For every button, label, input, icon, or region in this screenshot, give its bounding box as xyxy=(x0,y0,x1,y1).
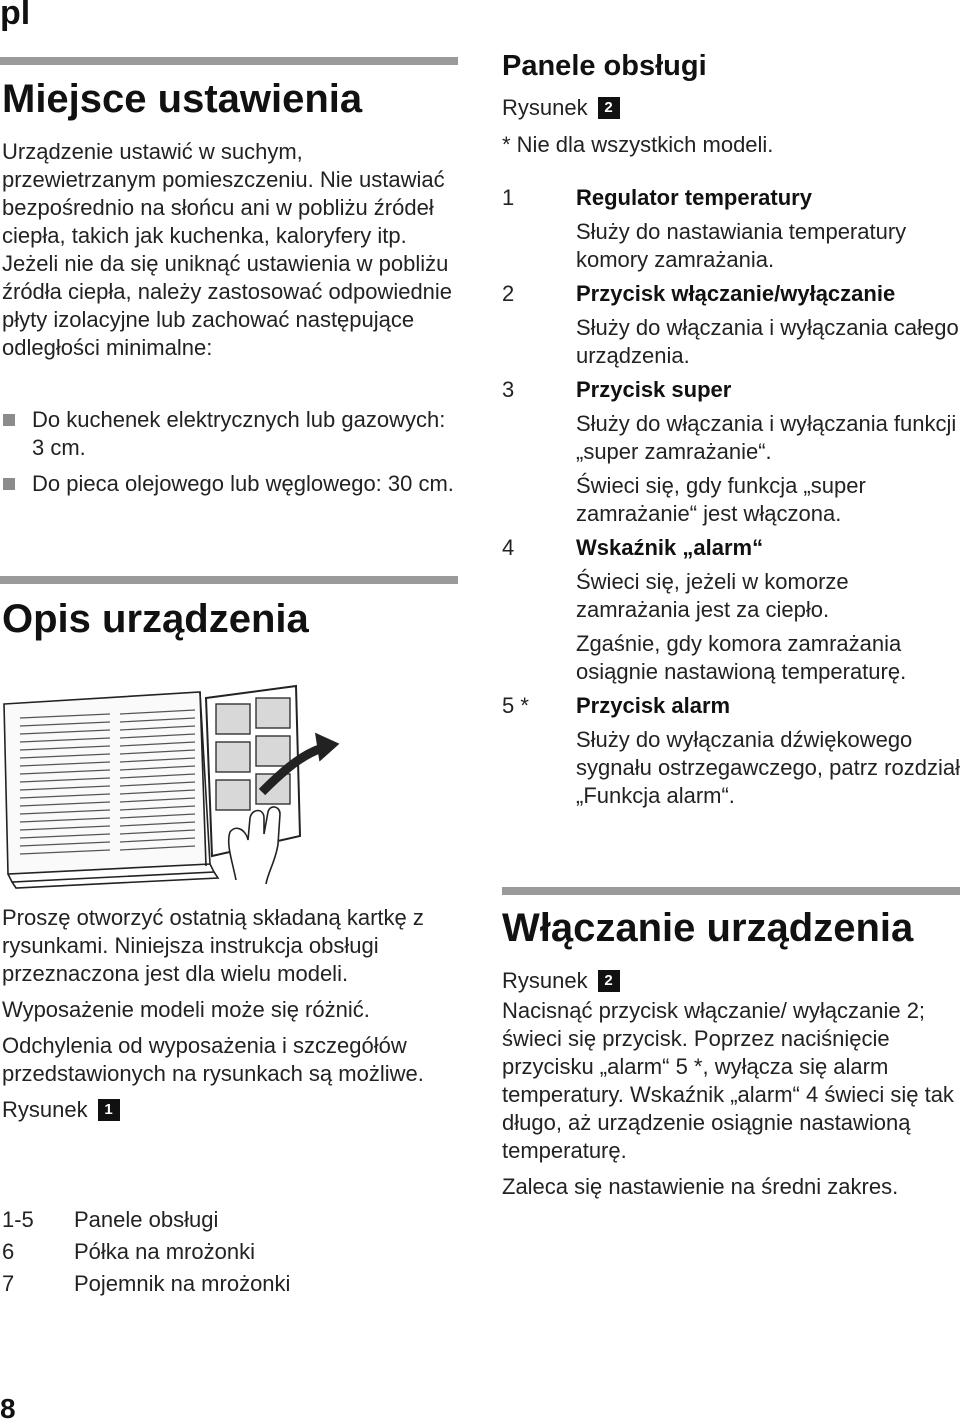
control-title: Przycisk włączanie/wyłączanie xyxy=(576,281,896,306)
control-number: 1 xyxy=(502,185,515,210)
list-item xyxy=(2,1238,457,1266)
section-title-panels: Panele obsługi xyxy=(502,50,707,82)
models-note: * Nie dla wszystkich modeli. xyxy=(502,132,774,157)
control-number: 5 * xyxy=(502,693,529,718)
list-item xyxy=(2,406,457,462)
page-number: 8 xyxy=(0,1393,16,1424)
list-item xyxy=(2,470,457,498)
switch-on-paragraph: Nacisnąć przycisk włączanie/ wyłączanie 2; świeci się przycisk. Poprzez naciśnięcie przycisku „alarm“ 5 *, wyłącza się alarm temperatury. Wskaźnik „alarm“ 4 świeci się tak długo, aż urządzenie osiągnie nastawioną temperaturę. xyxy=(502,998,954,1163)
foldout-booklet-illustration xyxy=(0,684,360,894)
figure-ref-label: Rysunek xyxy=(2,1097,88,1122)
control-description: Służy do włączania i wyłączania funkcji „super zamrażanie“. xyxy=(576,411,957,464)
description-text xyxy=(2,904,457,1124)
control-description: Świeci się, gdy funkcja „super zamrażanie“ jest włączona. xyxy=(576,473,866,526)
placement-bullet-list xyxy=(2,406,457,498)
control-description: Zgaśnie, gdy komora zamrażania osiągnie nastawioną temperaturę. xyxy=(576,631,907,684)
control-title: Wskaźnik „alarm“ xyxy=(576,535,764,560)
list-item xyxy=(2,1270,457,1298)
item-label: Półka na mrożonki xyxy=(74,1239,255,1264)
bullet-text: Do kuchenek elektrycznych lub gazowych: 3 cm. xyxy=(32,407,446,460)
switch-on-text xyxy=(502,967,960,1201)
control-description: Świeci się, jeżeli w komorze zamrażania jest za ciepło. xyxy=(576,569,849,622)
control-title: Regulator temperatury xyxy=(576,185,812,210)
control-description: Służy do nastawiania temperatury komory zamrażania. xyxy=(576,219,907,272)
placement-paragraph: Urządzenie ustawić w suchym, przewietrzanym pomieszczeniu. Nie ustawiać bezpośrednio na słońcu ani w pobliżu źródeł ciepła, takich jak kuchenka, kaloryfery itp. Jeżeli nie da się uniknąć ustawienia w pobliżu źródła ciepła, należy zastosować odpowiednie płyty izolacyjne lub zachować następujące odległości minimalne: xyxy=(2,139,453,360)
figure-ref-label: Rysunek xyxy=(502,968,588,993)
section-title-switch-on: Włączanie urządzenia xyxy=(502,906,914,950)
control-item xyxy=(502,692,960,810)
figure-reference xyxy=(502,94,960,122)
figure-number-badge: 2 xyxy=(598,970,620,992)
description-paragraph: Odchylenia od wyposażenia i szczegółów przedstawionych na rysunkach są możliwe. xyxy=(2,1033,424,1086)
section-rule xyxy=(502,887,960,895)
description-paragraph: Wyposażenie modeli może się różnić. xyxy=(2,997,370,1022)
list-item xyxy=(2,1206,457,1234)
bullet-square-icon xyxy=(3,478,15,490)
bullet-text: Do pieca olejowego lub węglowego: 30 cm. xyxy=(32,471,454,496)
item-label: Pojemnik na mrożonki xyxy=(74,1271,291,1296)
item-number: 6 xyxy=(2,1239,15,1264)
control-description: Służy do włączania i wyłączania całego urządzenia. xyxy=(576,315,959,368)
control-number: 2 xyxy=(502,281,515,306)
section-rule xyxy=(0,57,458,65)
control-number: 4 xyxy=(502,535,515,560)
item-label: Panele obsługi xyxy=(74,1207,219,1232)
control-item xyxy=(502,280,960,370)
section-rule xyxy=(0,576,458,584)
item-number: 1-5 xyxy=(2,1207,34,1232)
item-number: 7 xyxy=(2,1271,15,1296)
control-title: Przycisk super xyxy=(576,377,732,402)
section-title-placement: Miejsce ustawienia xyxy=(2,77,363,121)
control-list xyxy=(502,184,960,810)
control-item xyxy=(502,376,960,528)
description-item-list xyxy=(2,1206,457,1298)
language-code: pl xyxy=(0,0,31,32)
control-description: Służy do wyłączania dźwiękowego sygnału ostrzegawczego, patrz rozdział „Funkcja alarm“. xyxy=(576,727,960,808)
figure-reference xyxy=(502,967,960,995)
control-item xyxy=(502,534,960,686)
control-item xyxy=(502,184,960,274)
figure-reference xyxy=(2,1096,457,1124)
figure-number-badge: 1 xyxy=(98,1099,120,1121)
control-number: 3 xyxy=(502,377,515,402)
control-title: Przycisk alarm xyxy=(576,693,731,718)
figure-number-badge: 2 xyxy=(598,97,620,119)
bullet-square-icon xyxy=(3,414,15,426)
figure-ref-label: Rysunek xyxy=(502,95,588,120)
description-paragraph: Proszę otworzyć ostatnią składaną kartkę z rysunkami. Niniejsza instrukcja obsługi przeznaczona jest dla wielu modeli. xyxy=(2,905,424,986)
switch-on-paragraph: Zaleca się nastawienie na średni zakres. xyxy=(502,1174,899,1199)
section-title-description: Opis urządzenia xyxy=(2,597,309,641)
